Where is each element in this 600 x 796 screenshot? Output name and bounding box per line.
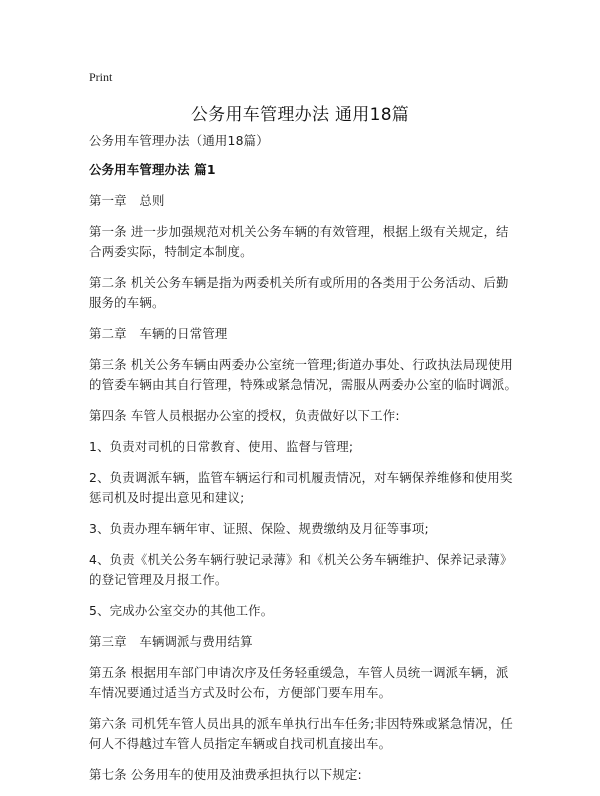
- document-body: [89, 131, 519, 796]
- section-heading: 公务用车管理办法 篇1: [89, 162, 216, 177]
- list-item: 5、完成办公室交办的其他工作。: [89, 603, 274, 618]
- list-item: 3、负责办理车辆年审、证照、保险、规费缴纳及月征等事项;: [89, 521, 429, 536]
- print-link[interactable]: Print: [89, 70, 113, 84]
- article-paragraph: 第二条 机关公务车辆是指为两委机关所有或所用的各类用于公务活动、后勤服务的车辆。: [89, 275, 509, 310]
- chapter-heading: 第三章 车辆调派与费用结算: [89, 634, 253, 649]
- document-title: 公务用车管理办法 通用18篇: [190, 105, 410, 125]
- document-subtitle: 公务用车管理办法（通用18篇）: [89, 133, 269, 148]
- list-item: 4、负责《机关公务车辆行驶记录薄》和《机关公务车辆维护、保养记录薄》的登记管理及月报工作。: [89, 552, 513, 587]
- article-paragraph: 第五条 根据用车部门申请次序及任务轻重缓急，车管人员统一调派车辆，派车情况要通过适当方式及时公布，方便部门要车用车。: [89, 665, 509, 700]
- chapter-heading: 第一章 总则: [89, 193, 165, 208]
- article-paragraph: 第一条 进一步加强规范对机关公务车辆的有效管理，根据上级有关规定，结合两委实际，特制定本制度。: [89, 224, 509, 259]
- article-paragraph: 第六条 司机凭车管人员出具的派车单执行出车任务;非因特殊或紧急情况，任何人不得越过车管人员指定车辆或自找司机直接出车。: [89, 716, 514, 751]
- article-paragraph: 第三条 机关公务车辆由两委办公室统一管理;街道办事处、行政执法局现使用的管委车辆由其自行管理，特殊或紧急情况，需服从两委办公室的临时调派。: [89, 357, 518, 392]
- article-paragraph: 第四条 车管人员根据办公室的授权，负责做好以下工作:: [89, 408, 400, 423]
- list-item: 2、负责调派车辆，监管车辆运行和司机履责情况，对车辆保养维修和使用奖惩司机及时提出意见和建议;: [89, 470, 513, 505]
- list-item: 1、负责对司机的日常教育、使用、监督与管理;: [89, 439, 354, 454]
- article-paragraph: 第七条 公务用车的使用及油费承担执行以下规定:: [89, 767, 362, 782]
- chapter-heading: 第二章 车辆的日常管理: [89, 326, 228, 341]
